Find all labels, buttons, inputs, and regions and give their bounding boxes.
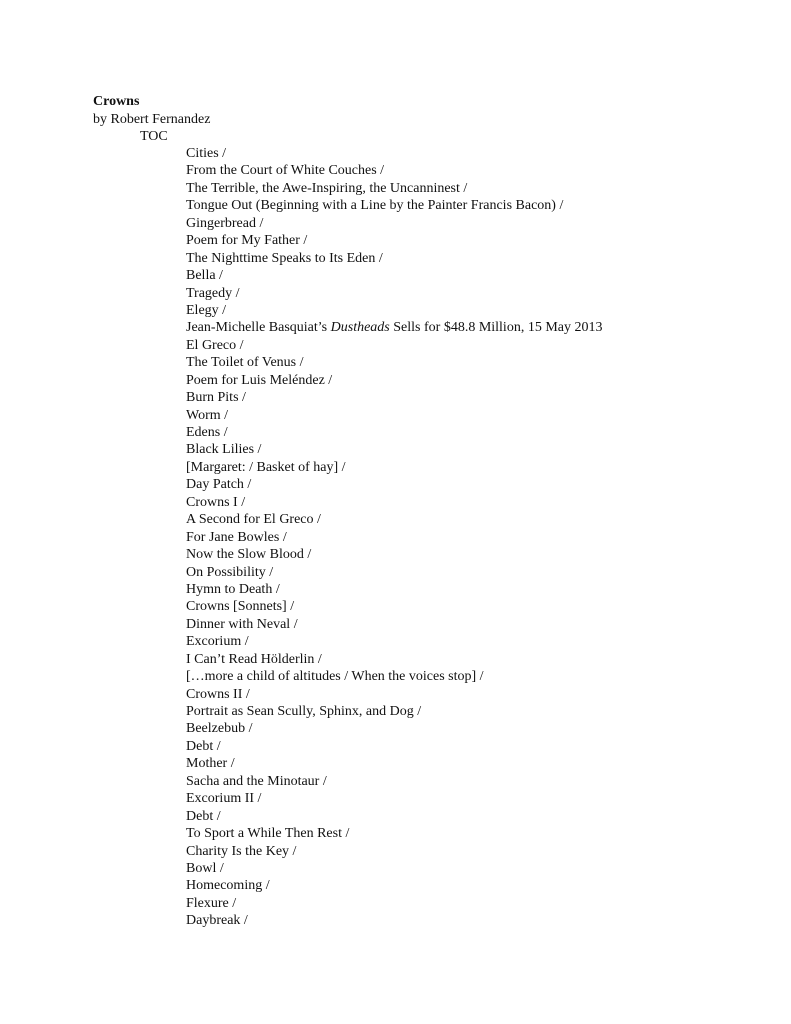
toc-entry: Bowl /	[186, 860, 224, 876]
toc-heading: TOC	[140, 129, 168, 144]
toc-list	[186, 145, 603, 930]
toc-entry: I Can’t Read Hölderlin /	[186, 651, 322, 667]
toc-entry: Sacha and the Minotaur /	[186, 773, 327, 789]
toc-entry: Elegy /	[186, 302, 227, 318]
toc-entry: The Nighttime Speaks to Its Eden /	[186, 250, 383, 266]
toc-entry: Mother /	[186, 756, 235, 772]
toc-entry: Debt /	[186, 808, 221, 824]
toc-entry: Poem for Luis Meléndez /	[186, 372, 333, 388]
toc-entry-text: Jean-Michelle Basquiat’s	[186, 320, 331, 336]
toc-entry: Excorium II /	[186, 791, 262, 807]
toc-entry: Crowns [Sonnets] /	[186, 599, 295, 615]
toc-entry: [Margaret: / Basket of hay] /	[186, 459, 346, 475]
toc-entry: Now the Slow Blood /	[186, 547, 312, 563]
toc-entry: Day Patch /	[186, 477, 252, 493]
toc-entry: Cities /	[186, 146, 227, 161]
toc-entry: Dinner with Neval /	[186, 616, 298, 632]
toc-entry: Charity Is the Key /	[186, 843, 297, 859]
toc-entry: The Terrible, the Awe-Inspiring, the Uncanninest /	[186, 180, 468, 196]
toc-entry: Debt /	[186, 738, 221, 754]
toc-entry: Portrait as Sean Scully, Sphinx, and Dog /	[186, 704, 422, 719]
toc-entry: […more a child of altitudes / When the voices stop] /	[186, 669, 484, 685]
toc-entry: Tongue Out (Beginning with a Line by the Painter Francis Bacon) /	[186, 198, 564, 214]
toc-entry: The Toilet of Venus /	[186, 355, 304, 371]
toc-entry: For Jane Bowles /	[186, 529, 287, 545]
toc-entry: Homecoming /	[186, 878, 270, 894]
toc-entry: Bella /	[186, 268, 223, 284]
toc-entry: Gingerbread /	[186, 215, 264, 231]
toc-entry: Daybreak /	[186, 913, 248, 929]
toc-entry: Burn Pits /	[186, 390, 246, 406]
toc-entry: Black Lilies /	[186, 442, 262, 458]
toc-entry: Excorium /	[186, 634, 249, 650]
author-byline: by Robert Fernandez	[93, 112, 211, 127]
toc-entry: Beelzebub /	[186, 721, 253, 737]
toc-entry: A Second for El Greco /	[186, 512, 321, 528]
toc-entry: Crowns I /	[186, 494, 246, 510]
toc-entry-italic-title: Dustheads	[330, 320, 390, 336]
toc-entry: Hymn to Death /	[186, 581, 280, 597]
toc-entry: Poem for My Father /	[186, 233, 308, 249]
toc-entry: Flexure /	[186, 895, 237, 911]
toc-entry	[186, 319, 603, 336]
toc-entry: Tragedy /	[186, 285, 240, 301]
toc-entry: On Possibility /	[186, 564, 274, 580]
document-title: Crowns	[93, 94, 140, 109]
toc-entry: Edens /	[186, 425, 228, 440]
toc-entry: Crowns II /	[186, 686, 250, 702]
toc-entry-text: Sells for $48.8 Million, 15 May 2013	[389, 320, 603, 336]
toc-entry: El Greco /	[186, 337, 244, 353]
toc-entry: To Sport a While Then Rest /	[186, 826, 350, 842]
toc-entry: From the Court of White Couches /	[186, 163, 385, 179]
toc-entry: Worm /	[186, 407, 229, 423]
